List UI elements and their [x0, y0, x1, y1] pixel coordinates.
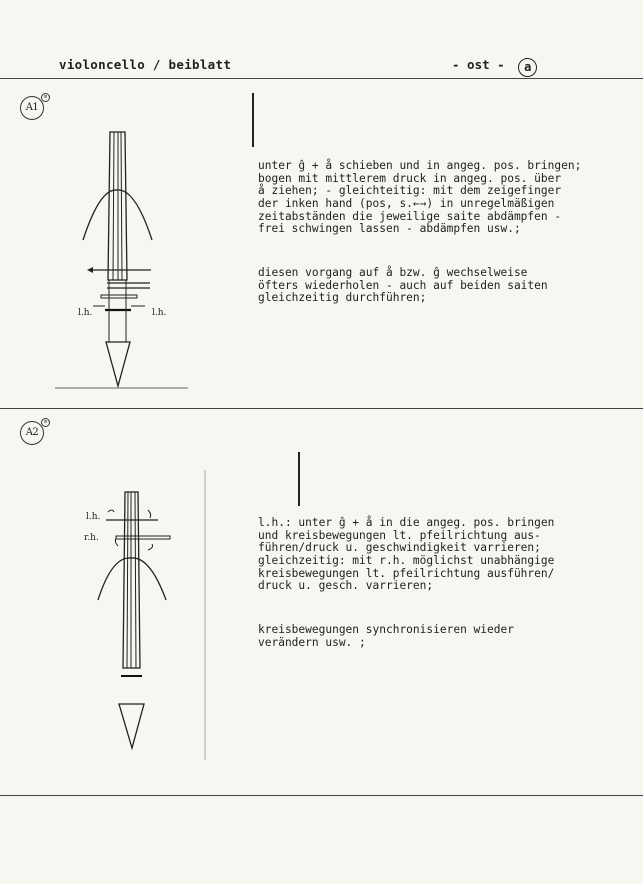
section-rule-1: [0, 408, 643, 409]
page-title: violoncello / beiblatt: [59, 57, 232, 72]
section-marker: a: [518, 58, 537, 77]
left-hand-label-left: l.h.: [78, 308, 93, 318]
instruction-paragraph: l.h.: unter ĝ + å in die angeg. pos. bringen und kreisbewegungen lt. pfeilrichtung aus- führen/druck u. geschwindigkeit varrieren; gleichzeitig: mit r.h. möglichst unabhängige kreisbewegungen lt. pfeilrichtung ausführen/ druck u. gesch. varrieren;: [258, 516, 555, 593]
section-label: [452, 57, 537, 77]
instructions-a2: [258, 492, 554, 668]
instruction-paragraph: diesen vorgang auf å bzw. ĝ wechselweise öfters wiederholen - auch auf beiden saiten gleichzeitig durchführen;: [258, 265, 548, 305]
section-text: - ost -: [452, 57, 505, 72]
left-hand-label: l.h.: [86, 512, 101, 522]
left-hand-label-right: l.h.: [152, 308, 167, 318]
badge-superscript-mark: m: [41, 418, 50, 427]
footer-rule: [0, 795, 643, 796]
badge-superscript-mark: m: [41, 93, 50, 102]
instruction-paragraph: unter ĝ + å schieben und in angeg. pos. bringen; bogen mit mittlerem druck in angeg. pos. über å ziehen; - gleichteitig: mit dem zeigefinger der inken hand (pos, s.←→) in unregelmäßigen zeitabständen die jeweilige saite abdämpfen - frei schwingen lassen - abdämpfen usw.;: [258, 159, 582, 236]
header-rule: [0, 78, 643, 79]
right-hand-label: r.h.: [84, 533, 99, 543]
section-badge-a1: A1: [20, 96, 44, 120]
instruction-paragraph: kreisbewegungen synchronisieren wieder verändern usw. ;: [258, 622, 514, 649]
cello-figure-a1: [55, 120, 190, 392]
margin-bar-a1: [252, 93, 254, 147]
instructions-a1: [258, 135, 581, 323]
section-badge-a2: A2: [20, 421, 44, 445]
